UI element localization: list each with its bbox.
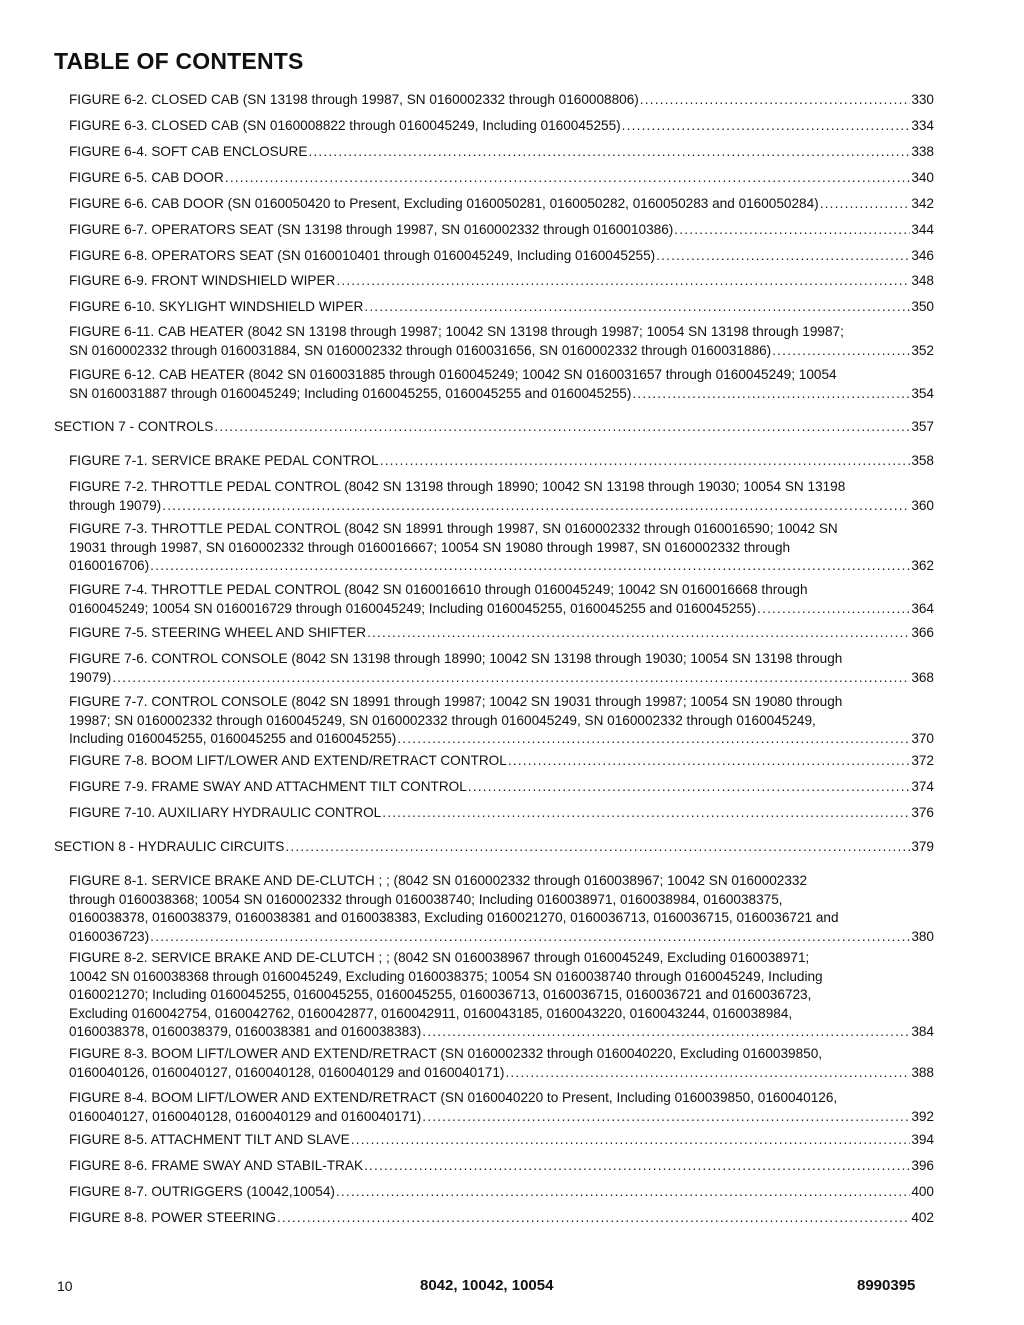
dot-leader — [367, 624, 910, 643]
dot-leader — [382, 804, 910, 823]
toc-entry-text: FIGURE 8-5. ATTACHMENT TILT AND SLAVE — [69, 1132, 350, 1147]
toc-figure-entry[interactable] — [69, 298, 934, 317]
toc-page-number: 396 — [911, 1158, 934, 1173]
dot-leader — [422, 1108, 910, 1127]
footer-models: 8042, 10042, 10054 — [420, 1277, 554, 1294]
toc-entry-text: FIGURE 7-10. AUXILIARY HYDRAULIC CONTROL — [69, 805, 382, 820]
toc-figure-entry[interactable] — [69, 581, 934, 618]
toc-page-number: 394 — [911, 1132, 934, 1147]
toc-entry-text: FIGURE 8-8. POWER STEERING — [69, 1210, 276, 1225]
toc-figure-entry[interactable] — [69, 778, 934, 797]
toc-entry-text: 0160036723) — [69, 928, 150, 944]
dot-leader — [336, 272, 910, 291]
toc-figure-entry[interactable] — [69, 752, 934, 771]
dot-leader — [757, 600, 910, 619]
page-title: TABLE OF CONTENTS — [54, 48, 304, 74]
toc-entry-text: FIGURE 8-3. BOOM LIFT/LOWER AND EXTEND/RETRACT (SN 0160002332 through 0160040220, Excluding 0160039850, — [69, 1046, 823, 1061]
dot-leader — [364, 1157, 910, 1176]
toc-figure-entry[interactable] — [69, 650, 934, 687]
dot-leader — [674, 221, 910, 240]
dot-leader — [397, 730, 910, 749]
toc-figure-entry[interactable] — [69, 91, 934, 110]
toc-page-number: 366 — [911, 625, 934, 640]
toc-figure-entry[interactable] — [69, 1131, 934, 1150]
dot-leader — [820, 195, 911, 214]
toc-figure-entry[interactable] — [69, 1045, 934, 1082]
dot-leader — [214, 418, 910, 437]
toc-entry-text: SN 0160002332 through 0160031884, SN 0160002332 through 0160031656, SN 0160002332 through 0160031886) — [69, 342, 772, 358]
toc-entry-text: 0160021270; Including 0160045255, 0160045255, 0160045255, 0160036713, 0160036715, 0160036721 and 0160036723, — [69, 987, 812, 1002]
toc-figure-entry[interactable] — [69, 143, 934, 162]
toc-figure-entry[interactable] — [69, 624, 934, 643]
toc-page-number: 376 — [911, 805, 934, 820]
toc-entry-text: FIGURE 6-10. SKYLIGHT WINDSHIELD WIPER — [69, 299, 364, 314]
toc-page-number: 392 — [911, 1108, 934, 1124]
dot-leader — [656, 247, 910, 266]
toc-figure-entry[interactable] — [69, 366, 934, 403]
dot-leader — [150, 928, 910, 947]
toc-entry-text: 0160040127, 0160040128, 0160040129 and 0160040171) — [69, 1108, 422, 1124]
toc-page-number: 354 — [911, 385, 934, 401]
toc-figure-entry[interactable] — [69, 117, 934, 136]
dot-leader — [632, 385, 910, 404]
toc-figure-entry[interactable] — [69, 949, 934, 1042]
toc-section-entry[interactable] — [54, 418, 934, 437]
toc-page-number: 358 — [911, 453, 934, 468]
toc-entry-text: FIGURE 7-9. FRAME SWAY AND ATTACHMENT TILT CONTROL — [69, 779, 467, 794]
toc-figure-entry[interactable] — [69, 323, 934, 360]
toc-page-number: 352 — [911, 342, 934, 358]
dot-leader — [285, 838, 910, 857]
toc-figure-entry[interactable] — [69, 247, 934, 266]
toc-entry-text: Including 0160045255, 0160045255 and 0160045255) — [69, 731, 397, 746]
toc-figure-entry[interactable] — [69, 221, 934, 240]
toc-entry-text: 0160016706) — [69, 558, 150, 573]
dot-leader — [162, 497, 910, 516]
toc-page-number: 364 — [911, 600, 934, 616]
dot-leader — [150, 557, 910, 576]
toc-entry-text: 0160040126, 0160040127, 0160040128, 0160040129 and 0160040171) — [69, 1064, 505, 1080]
toc-entry-text: 19079) — [69, 669, 112, 685]
toc-entry-text: FIGURE 8-6. FRAME SWAY AND STABIL-TRAK — [69, 1158, 364, 1173]
toc-entry-text: FIGURE 7-2. THROTTLE PEDAL CONTROL (8042 SN 13198 through 18990; 10042 SN 13198 through 19030; 10054 SN 13198 — [69, 479, 846, 494]
footer-doc-number: 8990395 — [857, 1277, 916, 1294]
toc-page-number: 402 — [911, 1210, 934, 1225]
toc-entry-text: Excluding 0160042754, 0160042762, 0160042877, 0160042911, 0160043185, 0160043220, 0160043244, 0160038984, — [69, 1005, 793, 1021]
toc-entry-text: SECTION 7 - CONTROLS — [54, 419, 214, 434]
toc-page-number: 338 — [911, 144, 934, 159]
toc-figure-entry[interactable] — [69, 452, 934, 471]
toc-page-number: 380 — [911, 928, 934, 944]
toc-figure-entry[interactable] — [69, 872, 934, 946]
toc-entry-text: FIGURE 6-2. CLOSED CAB (SN 13198 through 19987, SN 0160002332 through 0160008806) — [69, 92, 639, 107]
toc-entry-text: 19987; SN 0160002332 through 0160045249, SN 0160002332 through 0160045249, SN 0160002332 through 0160045249, — [69, 712, 816, 728]
toc-entry-text: FIGURE 6-4. SOFT CAB ENCLOSURE — [69, 144, 308, 159]
dot-leader — [112, 669, 910, 688]
toc-entry-text: FIGURE 6-5. CAB DOOR — [69, 170, 224, 185]
toc-entry-text: 0160038378, 0160038379, 0160038381 and 0160038383) — [69, 1024, 422, 1039]
dot-leader — [622, 117, 911, 136]
toc-figure-entry[interactable] — [69, 478, 934, 515]
dot-leader — [772, 342, 910, 361]
toc-entry-text: 0160038378, 0160038379, 0160038381 and 0160038383, Excluding 0160021270, 0160036713, 0160036715, 0160036721 and — [69, 910, 839, 925]
toc-page-number: 372 — [911, 753, 934, 768]
toc-page-number: 340 — [911, 170, 934, 185]
footer-page-number: 10 — [57, 1278, 73, 1294]
dot-leader — [225, 169, 910, 188]
toc-entry-text: 0160045249; 10054 SN 0160016729 through 0160045249; Including 0160045255, 0160045255 and 0160045255) — [69, 600, 757, 616]
dot-leader — [364, 298, 910, 317]
toc-entry-text: FIGURE 7-1. SERVICE BRAKE PEDAL CONTROL — [69, 453, 379, 468]
toc-entry-text: FIGURE 6-3. CLOSED CAB (SN 0160008822 through 0160045249, Including 0160045255) — [69, 118, 621, 133]
toc-figure-entry[interactable] — [69, 169, 934, 188]
toc-page-number: 334 — [911, 118, 934, 133]
toc-page-number: 368 — [911, 669, 934, 685]
toc-entry-text: SN 0160031887 through 0160045249; Including 0160045255, 0160045255 and 0160045255) — [69, 385, 632, 401]
toc-page-number: 350 — [911, 299, 934, 314]
toc-entry-text: FIGURE 6-8. OPERATORS SEAT (SN 0160010401 through 0160045249, Including 0160045255) — [69, 248, 656, 263]
toc-entry-text: FIGURE 8-7. OUTRIGGERS (10042,10054) — [69, 1184, 335, 1199]
toc-page-number: 348 — [911, 273, 934, 288]
toc-figure-entry[interactable] — [69, 195, 934, 214]
toc-page-number: 330 — [911, 92, 934, 107]
toc-entry-text: FIGURE 8-2. SERVICE BRAKE AND DE-CLUTCH ; ; (8042 SN 0160038967 through 0160045249, Excluding 0160038971; — [69, 950, 810, 965]
toc-entry-text: FIGURE 8-4. BOOM LIFT/LOWER AND EXTEND/RETRACT (SN 0160040220 to Present, Including 0160039850, 0160040126, — [69, 1090, 838, 1105]
toc-entry-text: FIGURE 7-8. BOOM LIFT/LOWER AND EXTEND/RETRACT CONTROL — [69, 753, 507, 768]
toc-figure-entry[interactable] — [69, 1183, 934, 1202]
toc-page-number: 400 — [911, 1184, 934, 1199]
toc-entry-text: FIGURE 6-9. FRONT WINDSHIELD WIPER — [69, 273, 336, 288]
toc-page-number: 388 — [911, 1064, 934, 1080]
toc-page-number: 344 — [911, 222, 934, 237]
toc-page-number: 384 — [911, 1024, 934, 1039]
toc-page-number: 370 — [911, 731, 934, 746]
dot-leader — [508, 752, 910, 771]
toc-page-number: 360 — [911, 497, 934, 513]
toc-entry-text: FIGURE 7-3. THROTTLE PEDAL CONTROL (8042 SN 18991 through 19987, SN 0160002332 through 0160016590; 10042 SN — [69, 521, 838, 536]
toc-page-number: 357 — [911, 419, 934, 434]
toc-entry-text: FIGURE 6-6. CAB DOOR (SN 0160050420 to Present, Excluding 0160050281, 0160050282, 0160050283 and 0160050284) — [69, 196, 819, 211]
toc-figure-entry[interactable] — [69, 1209, 934, 1228]
toc-figure-entry[interactable] — [69, 520, 934, 576]
dot-leader — [308, 143, 910, 162]
toc-page-number: 379 — [911, 839, 934, 854]
dot-leader — [351, 1131, 911, 1150]
toc-figure-entry[interactable] — [69, 1089, 934, 1126]
toc-figure-entry[interactable] — [69, 272, 934, 291]
toc-entry-text: through 19079) — [69, 497, 162, 513]
toc-entry-text: FIGURE 6-12. CAB HEATER (8042 SN 0160031885 through 0160045249; 10042 SN 0160031657 through 0160045249; 10054 — [69, 367, 837, 382]
toc-entry-text: FIGURE 6-11. CAB HEATER (8042 SN 13198 through 19987; 10042 SN 13198 through 19987; 10054 SN 13198 through 19987; — [69, 324, 844, 339]
toc-entry-text: FIGURE 7-5. STEERING WHEEL AND SHIFTER — [69, 625, 367, 640]
toc-entry-text: SECTION 8 - HYDRAULIC CIRCUITS — [54, 839, 285, 854]
dot-leader — [422, 1023, 910, 1042]
toc-page-number: 346 — [911, 248, 934, 263]
toc-page-number: 374 — [911, 779, 934, 794]
dot-leader — [380, 452, 911, 471]
toc-entry-text: FIGURE 8-1. SERVICE BRAKE AND DE-CLUTCH ; ; (8042 SN 0160002332 through 0160038967; 10042 SN 0160002332 — [69, 873, 808, 888]
toc-section-entry[interactable] — [54, 838, 934, 857]
dot-leader — [640, 91, 911, 110]
toc-page-number: 342 — [911, 196, 934, 211]
toc-figure-entry[interactable] — [69, 693, 934, 749]
dot-leader — [336, 1183, 910, 1202]
toc-page-number: 362 — [911, 558, 934, 573]
dot-leader — [505, 1064, 910, 1083]
toc-entry-text: FIGURE 7-6. CONTROL CONSOLE (8042 SN 13198 through 18990; 10042 SN 13198 through 19030; 10054 SN 13198 through — [69, 651, 843, 666]
toc-figure-entry[interactable] — [69, 1157, 934, 1176]
dot-leader — [277, 1209, 910, 1228]
toc-entry-text: through 0160038368; 10054 SN 0160002332 through 0160038740; Including 0160038971, 0160038984, 0160038375, — [69, 891, 783, 907]
toc-entry-text: FIGURE 7-4. THROTTLE PEDAL CONTROL (8042 SN 0160016610 through 0160045249; 10042 SN 0160016668 through — [69, 582, 808, 597]
toc-entry-text: FIGURE 6-7. OPERATORS SEAT (SN 13198 through 19987, SN 0160002332 through 0160010386) — [69, 222, 674, 237]
toc-entry-text: 19031 through 19987, SN 0160002332 through 0160016667; 10054 SN 19080 through 19987, SN 0160002332 through — [69, 539, 791, 555]
toc-entry-text: FIGURE 7-7. CONTROL CONSOLE (8042 SN 18991 through 19987; 10042 SN 19031 through 19987; 10054 SN 19080 through — [69, 694, 843, 709]
toc-figure-entry[interactable] — [69, 804, 934, 823]
dot-leader — [468, 778, 911, 797]
toc-entry-text: 10042 SN 0160038368 through 0160045249, Excluding 0160038375; 10054 SN 0160038740 through 0160045249, Including — [69, 968, 823, 984]
